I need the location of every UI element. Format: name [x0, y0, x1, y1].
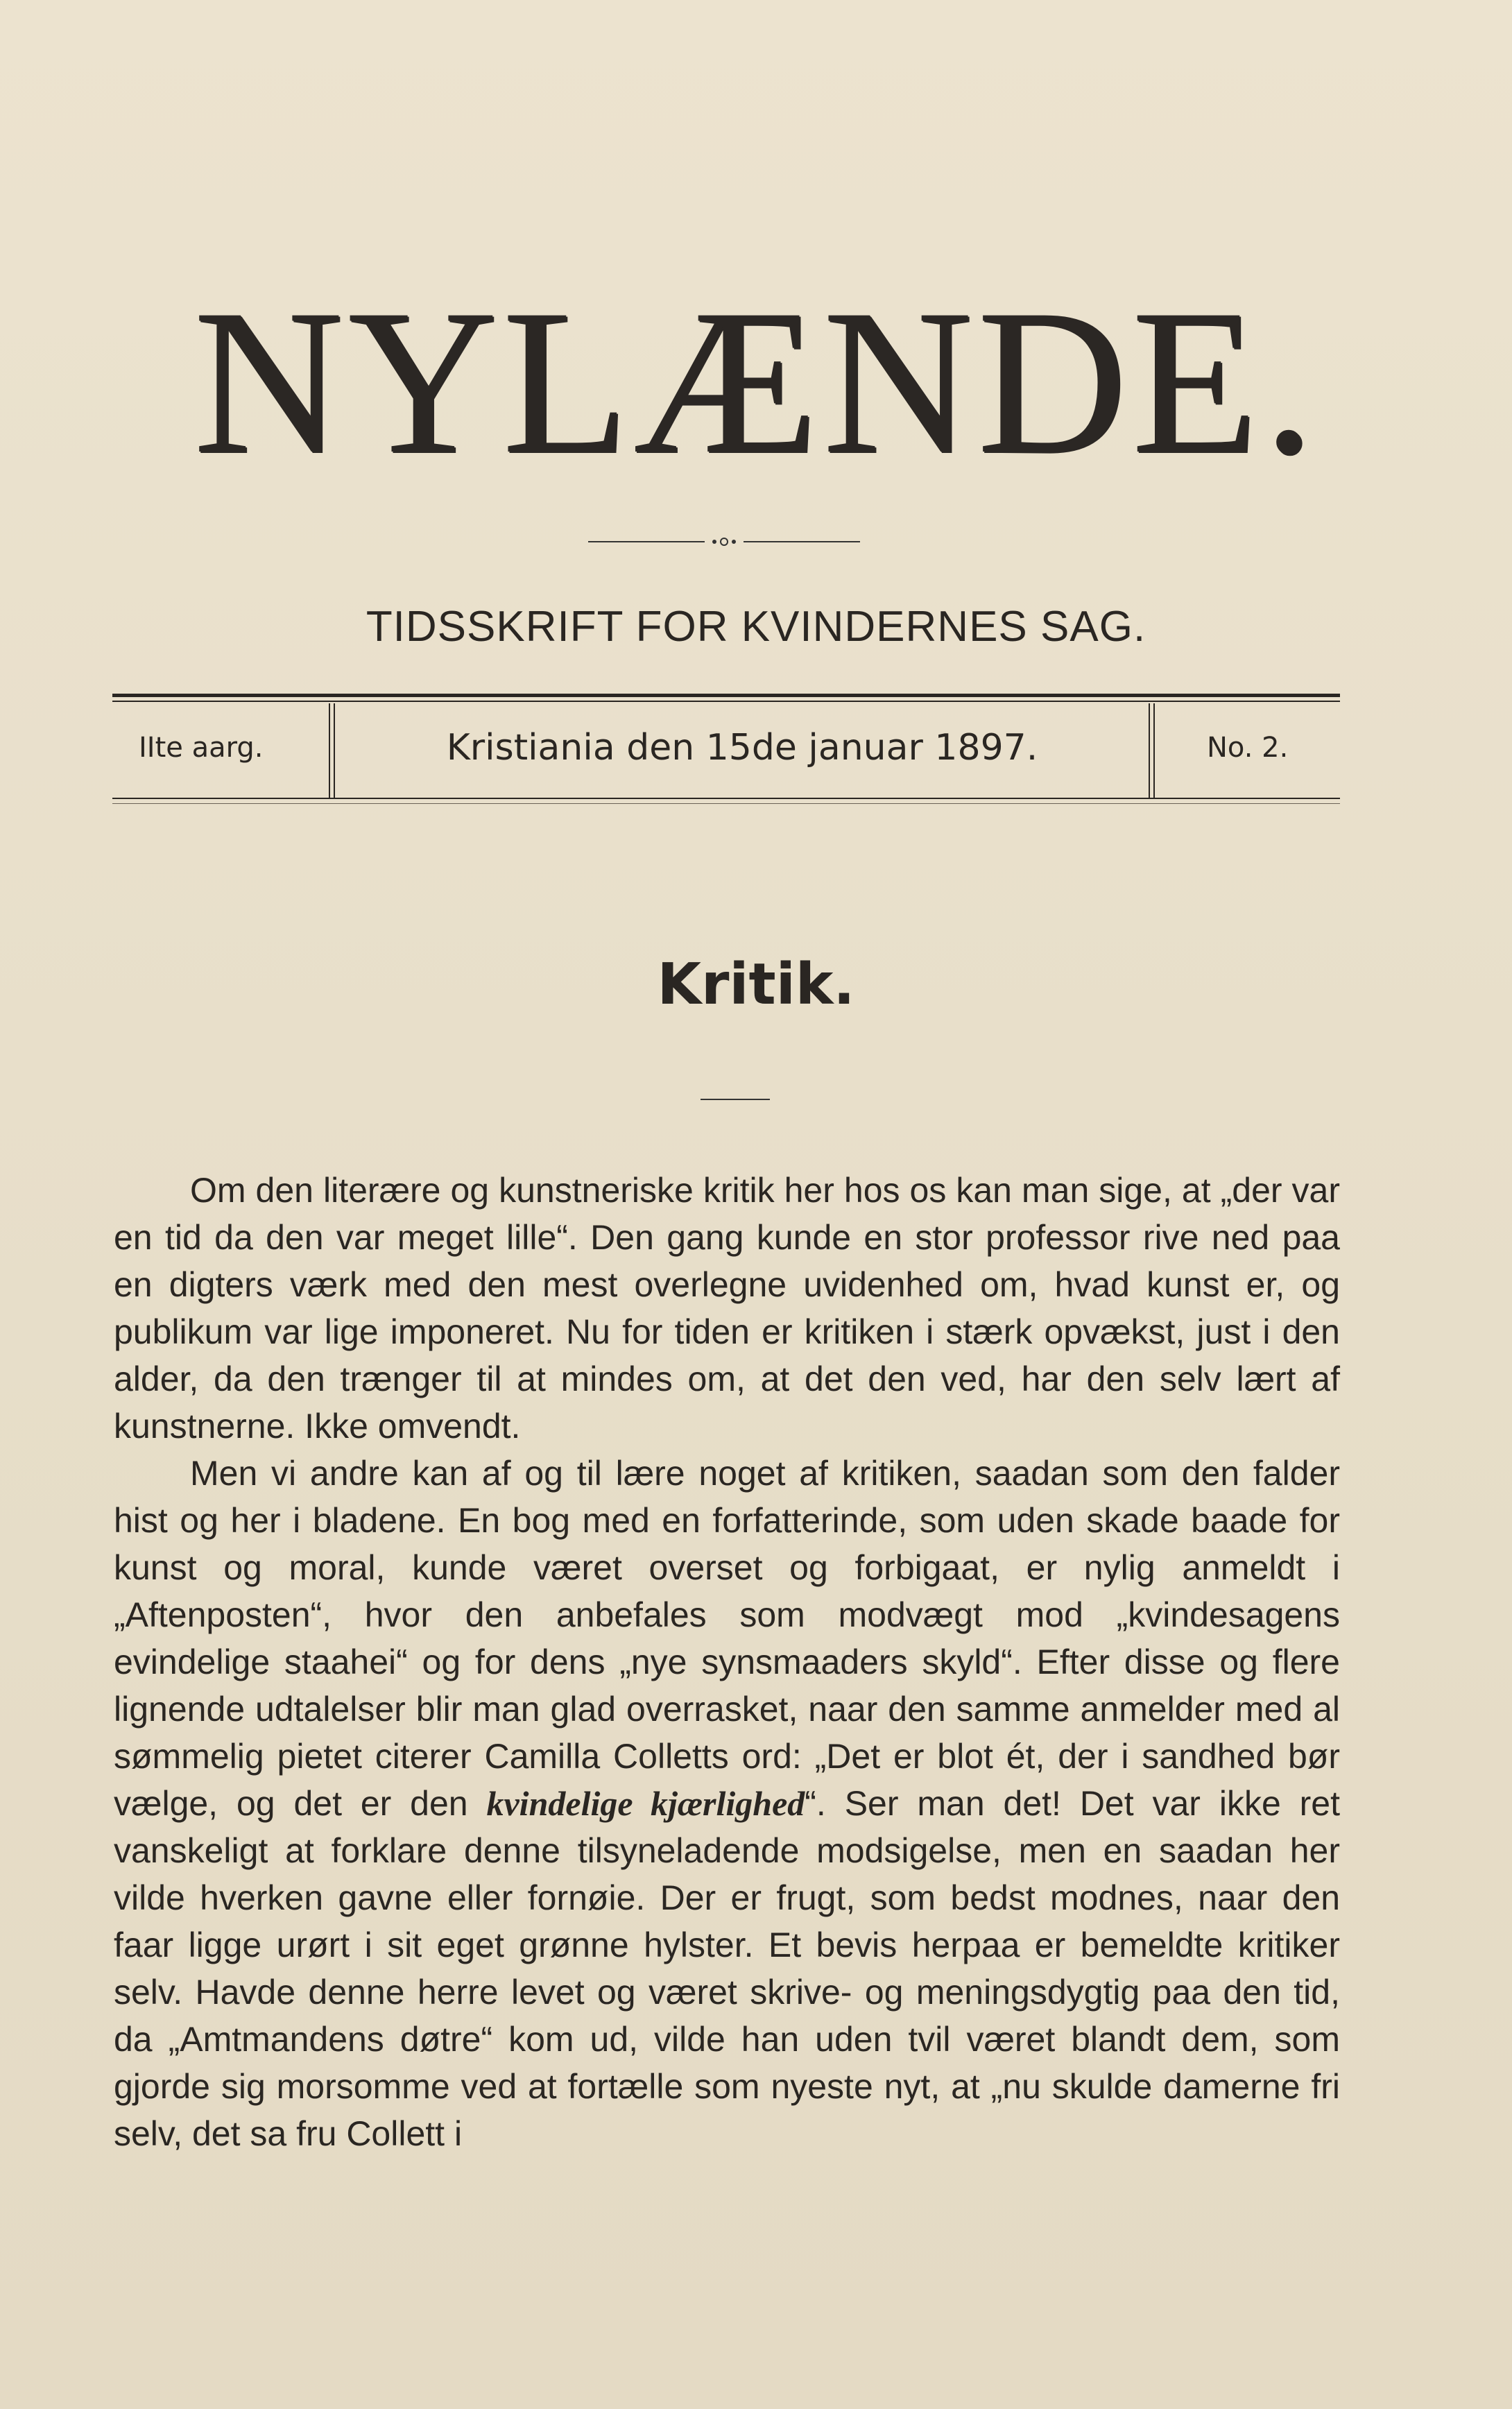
- article-heading: Kritik.: [657, 952, 855, 1018]
- header-rule-top: [112, 694, 1340, 697]
- ornament-divider: [588, 538, 860, 546]
- column-divider: [1153, 703, 1155, 798]
- header-rule-bottom: [112, 798, 1340, 799]
- emphasized-quote: kvindelige kjærlighed: [486, 1784, 805, 1823]
- header-rule-top-thin: [112, 701, 1340, 702]
- subtitle: TIDSSKRIFT FOR KVINDERNES SAG.: [366, 603, 1146, 651]
- paragraph-text: “. Ser man det! Det var ikke ret vanskeligt at forklare denne tilsyneladende modsigelse, men en saadan her vilde hverken gavne eller fornøie. Der er frugt, som bedst modnes, naar den faar ligge urørt i sit eget grønne hylster. Et bevis herpaa er bemeldte kritiker selv. Havde denne herre levet og været skrive- og meningsdygtig paa den tid, da „Amtmandens døtre“ kom ud, vilde han uden tvil været blandt dem, som gjorde sig morsomme ved at fortælle som nyeste nyt, at „nu skulde damerne fri selv, det sa fru Collett i: [114, 1784, 1340, 2153]
- paragraph: [114, 1450, 1340, 2157]
- heading-rule: [701, 1099, 770, 1100]
- masthead-title: NYLÆNDE.: [193, 266, 1319, 497]
- issue-number: No. 2.: [1207, 732, 1289, 764]
- issue-date: Kristiania den 15de januar 1897.: [446, 727, 1038, 769]
- header-rule-bottom-thin: [112, 803, 1340, 804]
- article-body: [114, 1167, 1340, 2157]
- ornament-icon: [707, 538, 741, 546]
- paragraph-text: Men vi andre kan af og til lære noget af kritiken, saadan som den falder hist og her i bladene. En bog med en forfatterinde, som uden skade baade for kunst og moral, kunde været overset og forbigaat, er nylig anmeldt i „Aftenposten“, hvor den anbefales som modvægt mod „kvindesagens evindelige staahei“ og for dens „nye synsmaaders skyld“. Efter disse og flere lignende udtalelser blir man glad overrasket, naar den samme anmelder med al sømmelig pietet citerer Camilla Colletts ord: „Det er blot ét, der i sandhed bør vælge, og det er den: [114, 1454, 1340, 1823]
- paragraph: Om den literære og kunstneriske kritik her hos os kan man sige, at „der var en tid da den var meget lille“. Den gang kunde en stor professor rive ned paa en digters værk med den mest overlegne uvidenhed om, hvad kunst er, og publikum var lige imponeret. Nu for tiden er kritiken i stærk opvækst, just i den alder, da den trænger til at mindes om, at det den ved, har den selv lært af kunstnerne. Ikke omvendt.: [114, 1171, 1340, 1446]
- volume-label: IIte aarg.: [139, 732, 264, 764]
- column-divider: [329, 703, 330, 798]
